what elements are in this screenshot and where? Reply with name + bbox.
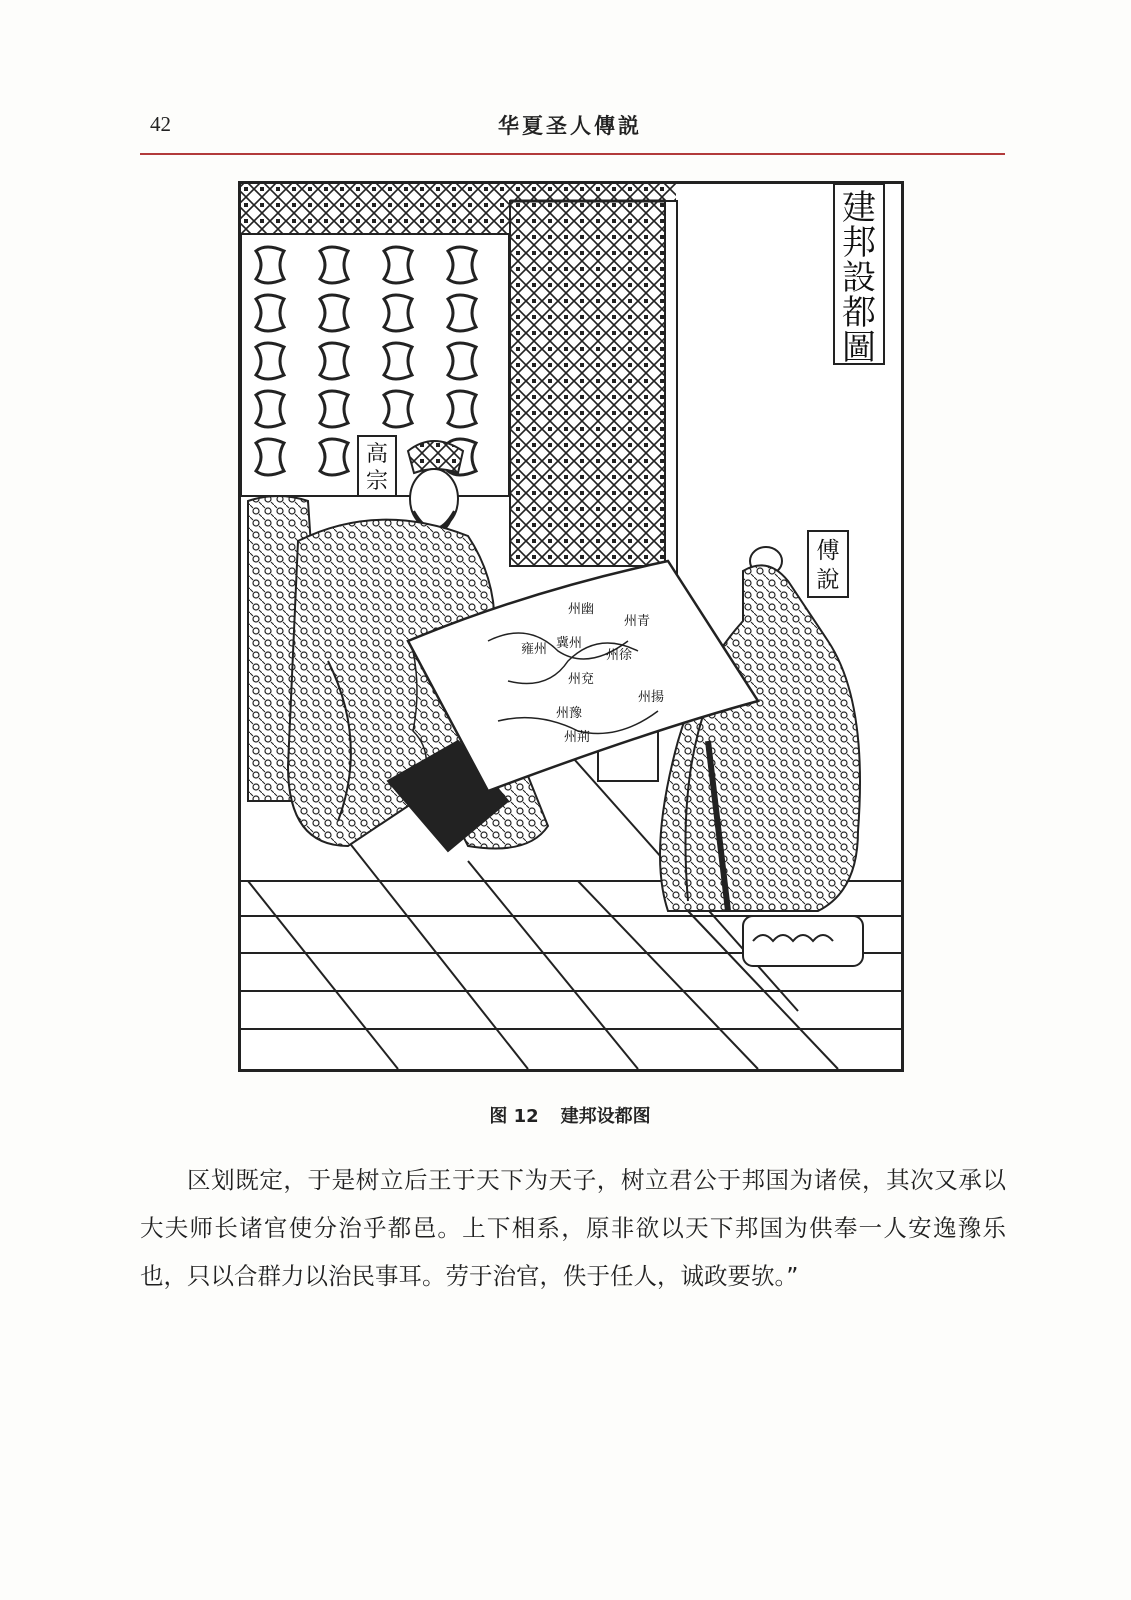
cartouche-char-3: 設 xyxy=(842,258,876,298)
king-label-char-1: 高 xyxy=(365,442,389,467)
woodblock-illustration xyxy=(238,181,904,1072)
running-title: 华夏圣人傳説 xyxy=(498,114,642,138)
header-rule xyxy=(140,153,1005,155)
lattice-screen xyxy=(510,201,665,566)
map-label-5: 州青 xyxy=(624,614,651,629)
cartouche-char-4: 都 xyxy=(842,293,876,333)
map-label-7: 州豫 xyxy=(556,706,583,721)
map-label-1: 州幽 xyxy=(568,602,595,617)
page-number: 42 xyxy=(150,112,171,136)
cartouche-char-1: 建 xyxy=(842,188,876,228)
figure-number: 图 12 xyxy=(489,1106,539,1127)
body-text xyxy=(140,1156,1006,1300)
paragraph: 区划既定，于是树立后王于天下为天子，树立君公于邦国为诸侯，其次又承以大夫师长诸官使分治乎都邑。上下相系，原非欲以天下邦国为供奉一人安逸豫乐也，只以合群力以治民事耳。劳于治官，佚于任人，诚政要欤。” xyxy=(140,1166,1006,1290)
map-label-4: 州兗 xyxy=(568,672,595,687)
cartouche-char-5: 圖 xyxy=(842,328,876,368)
figure-caption xyxy=(440,1102,700,1128)
map-label-8: 州荊 xyxy=(564,730,591,745)
map-label-3: 冀州 xyxy=(556,636,583,651)
map-label-2: 雍州 xyxy=(521,642,548,657)
king-label-char-2: 宗 xyxy=(365,469,389,494)
map-label-9: 州揚 xyxy=(638,690,665,705)
cartouche-char-2: 邦 xyxy=(842,223,876,263)
figure-title: 建邦设都图 xyxy=(560,1106,651,1127)
minister-label-char-2: 說 xyxy=(816,567,840,593)
map-label-6: 州徐 xyxy=(606,648,633,663)
minister-label-char-1: 傅 xyxy=(816,538,840,564)
